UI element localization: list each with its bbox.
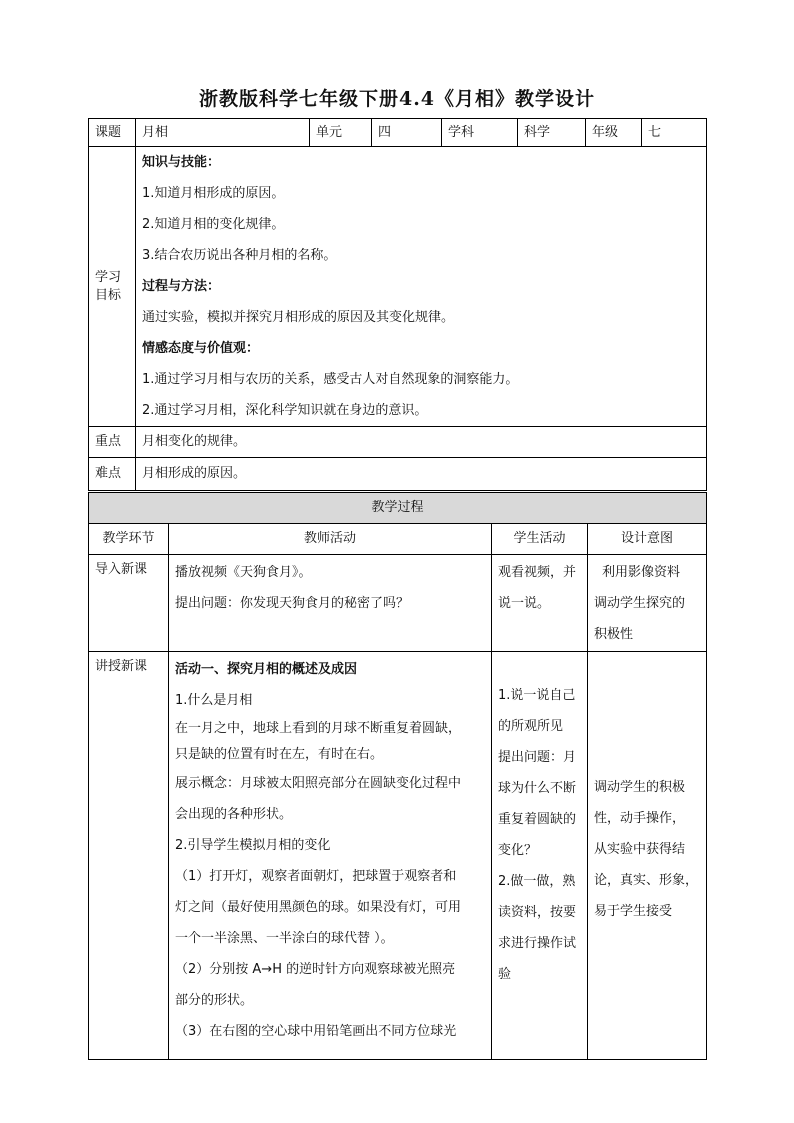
lecture-teacher-line: 会出现的各种形状。 [175, 807, 293, 822]
process-item: 通过实验，模拟并探究月相形成的原因及其变化规律。 [142, 310, 455, 325]
difficulty-label: 难点 [89, 458, 136, 491]
column-header: 教学环节 [89, 524, 169, 555]
column-header: 学生活动 [492, 524, 588, 555]
grade-value: 七 [642, 119, 707, 147]
lecture-intent-line: 论，真实、形象， [594, 873, 699, 888]
lecture-student-line: 验 [498, 967, 512, 982]
lecture-student-line: 球为什么不断 [498, 781, 577, 796]
lecture-student-line: 2.做一做，熟 [498, 874, 576, 889]
lecture-teacher-line: 展示概念：月球被太阳照亮部分在圆缺变化过程中 [175, 776, 462, 791]
intro-intent-line: 调动学生探究的 [594, 596, 686, 611]
subject-label: 学科 [442, 119, 518, 147]
lecture-teacher-line: （3）在右图的空心球中用铅笔画出不同方位球光 [175, 1024, 457, 1039]
objectives-content [136, 147, 707, 427]
process-table [88, 492, 707, 1060]
knowledge-item: 3.结合农历说出各种月相的名称。 [142, 248, 337, 263]
knowledge-item: 1.知道月相形成的原因。 [142, 186, 285, 201]
intro-student-line: 说一说。 [498, 596, 551, 611]
attitude-item: 2.通过学习月相，深化科学知识就在身边的意识。 [142, 403, 428, 418]
lecture-teacher-line: （1）打开灯，观察者面朝灯，把球置于观察者和 [175, 869, 457, 884]
course-value: 月相 [136, 119, 310, 147]
lecture-teacher-line: 1.什么是月相 [175, 693, 253, 708]
objectives-label-line1: 学习 [95, 269, 122, 285]
intro-student-line: 观看视频，并 [498, 565, 577, 580]
lecture-student-line: 提出问题：月 [498, 750, 577, 765]
lecture-intent-line: 从实验中获得结 [594, 842, 686, 857]
unit-label: 单元 [310, 119, 372, 147]
attitude-item: 1.通过学习月相与农历的关系，感受古人对自然现象的洞察能力。 [142, 372, 519, 387]
grade-label: 年级 [586, 119, 642, 147]
lecture-intent-line: 调动学生的积极 [594, 780, 686, 795]
lecture-student-line: 重复着圆缺的 [498, 812, 577, 827]
intro-teacher-line: 播放视频《天狗食月》。 [175, 565, 312, 580]
intro-intent [588, 555, 707, 652]
intro-stage: 导入新课 [89, 555, 169, 652]
lecture-student-line: 求进行操作试 [498, 936, 577, 951]
intro-intent-line: 利用影像资料 [602, 565, 681, 580]
objectives-label [89, 147, 136, 427]
info-table [88, 118, 707, 491]
key-point-value: 月相变化的规律。 [136, 427, 707, 458]
knowledge-heading: 知识与技能： [142, 155, 221, 170]
process-table-header: 教学过程 [89, 493, 707, 524]
lecture-student-line: 的所观所见 [498, 719, 564, 734]
objectives-label-line2: 目标 [95, 287, 122, 303]
lecture-intent-line: 性，动手操作， [594, 811, 686, 826]
lecture-student-line: 变化？ [498, 843, 538, 858]
unit-value: 四 [372, 119, 442, 147]
intro-student [492, 555, 588, 652]
difficulty-value: 月相形成的原因。 [136, 458, 707, 491]
lecture-student-line: 读资料，按要 [498, 905, 577, 920]
subject-value: 科学 [518, 119, 586, 147]
attitude-heading: 情感态度与价值观： [142, 341, 260, 356]
intro-teacher-line: 提出问题：你发现天狗食月的秘密了吗？ [175, 596, 410, 611]
lecture-teacher-line: 一个一半涂黑、一半涂白的球代替 ）。 [175, 931, 394, 946]
page-title: 浙教版科学七年级下册4.4《月相》教学设计 [198, 88, 596, 110]
lecture-teacher-line: 2.引导学生模拟月相的变化 [175, 838, 331, 853]
lecture-student [492, 652, 588, 1060]
column-header: 设计意图 [588, 524, 707, 555]
process-heading: 过程与方法： [142, 279, 221, 294]
lecture-teacher-line: 只是缺的位置有时在左，有时在右。 [175, 747, 384, 762]
lecture-teacher [169, 652, 492, 1060]
course-label: 课题 [89, 119, 136, 147]
lecture-teacher-line: 灯之间（最好使用黑颜色的球。如果没有灯，可用 [175, 900, 462, 915]
column-header: 教师活动 [169, 524, 492, 555]
intro-intent-line: 积极性 [594, 627, 634, 642]
intro-teacher [169, 555, 492, 652]
key-point-label: 重点 [89, 427, 136, 458]
lecture-teacher-heading: 活动一、探究月相的概述及成因 [175, 662, 358, 677]
knowledge-item: 2.知道月相的变化规律。 [142, 217, 285, 232]
lecture-teacher-line: （2）分别按 A→H 的逆时针方向观察球被光照亮 [175, 962, 456, 977]
lecture-intent [588, 652, 707, 1060]
lecture-intent-line: 易于学生接受 [594, 904, 673, 919]
lecture-student-line: 1.说一说自己 [498, 688, 576, 703]
lecture-stage: 讲授新课 [89, 652, 169, 1060]
lecture-teacher-line: 部分的形状。 [175, 993, 254, 1008]
lecture-teacher-line: 在一月之中，地球上看到的月球不断重复着圆缺， [175, 721, 462, 736]
